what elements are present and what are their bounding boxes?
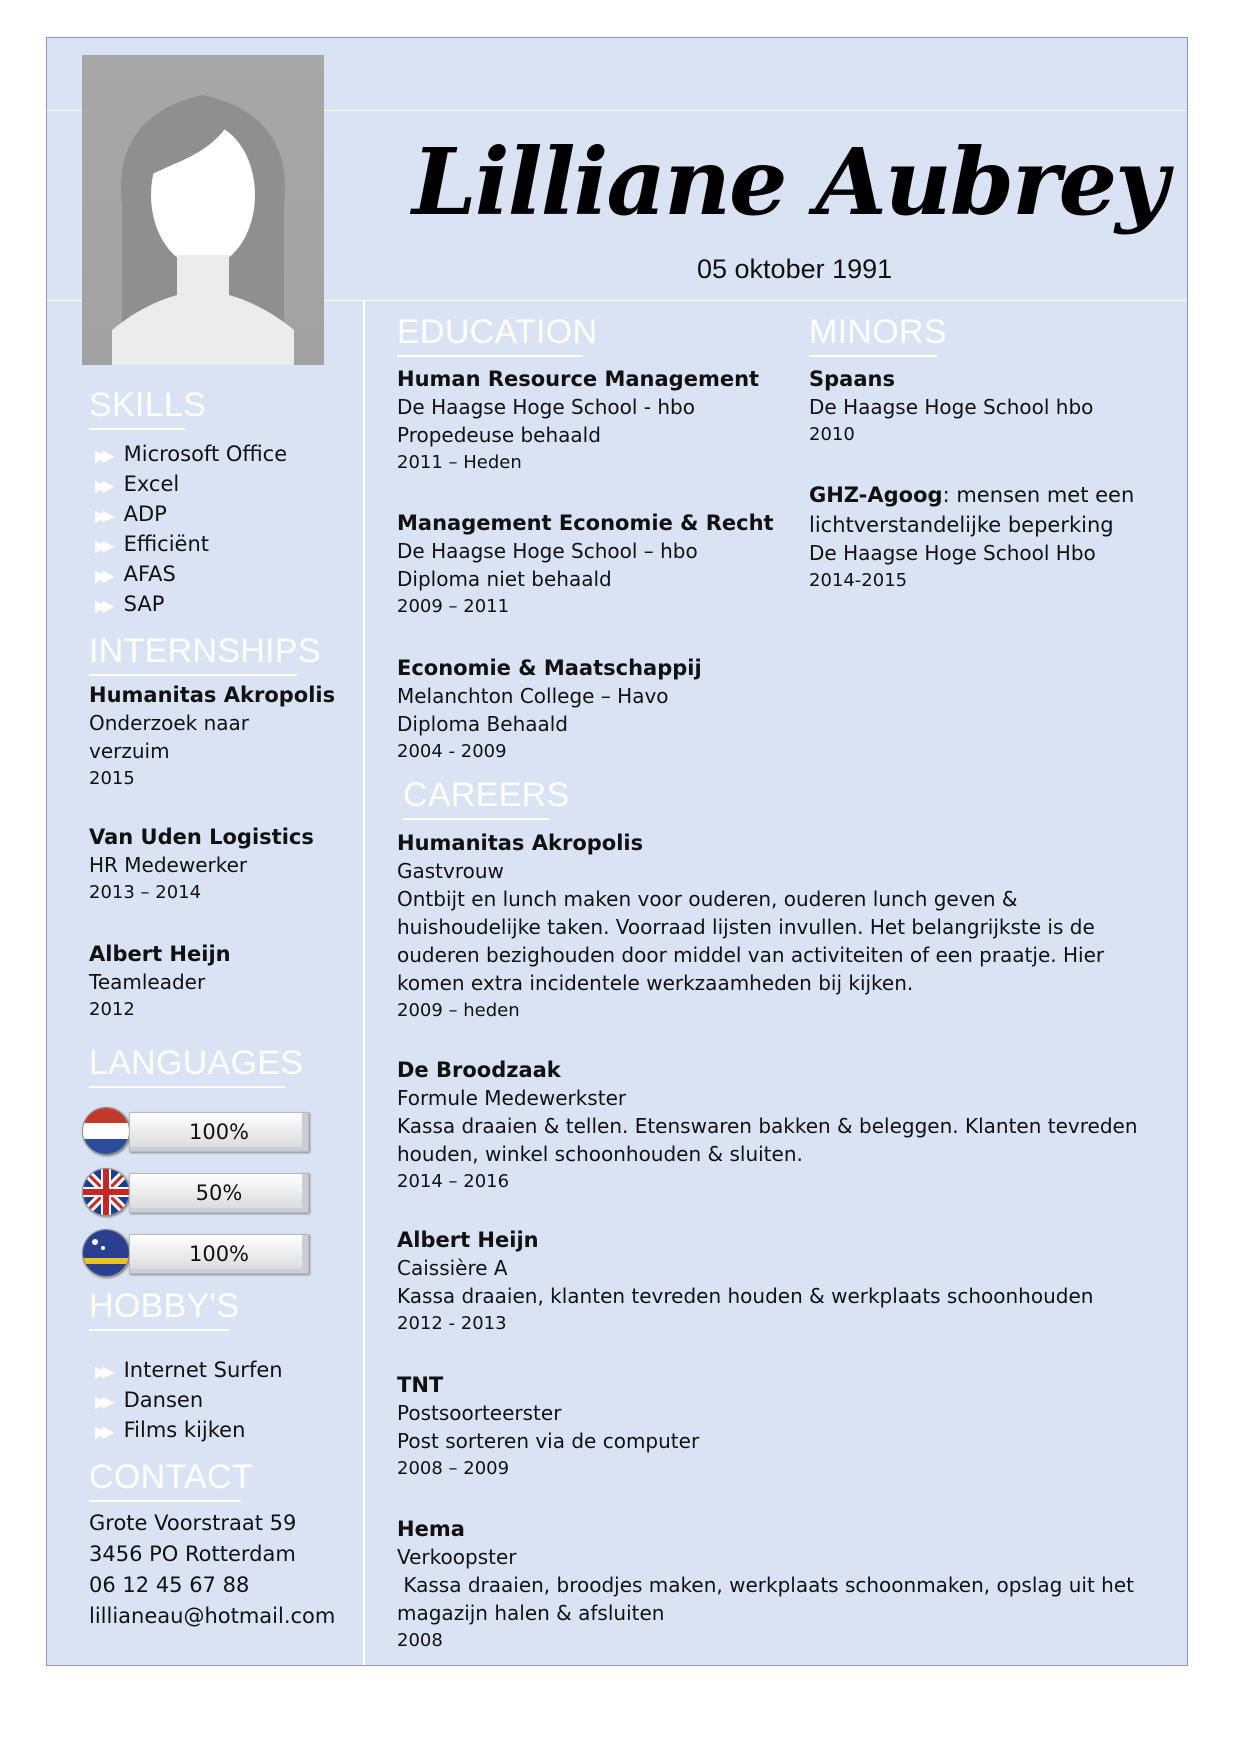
career-description: Post sorteren via de computer — [397, 1429, 700, 1453]
candidate-name: Lilliane Aubrey — [412, 128, 1167, 236]
education-school: Melanchton College – Havo — [397, 684, 669, 708]
profile-photo — [82, 55, 324, 365]
hobbies-heading: HOBBY'S — [89, 1287, 229, 1331]
contact-phone: 06 12 45 67 88 — [89, 1573, 250, 1597]
education-school: De Haagse Hoge School – hbo — [397, 539, 698, 563]
internship-period: 2015 — [89, 768, 135, 789]
double-chevron-icon: ▶▶ — [95, 506, 110, 525]
education-name: Management Economie & Recht — [397, 511, 774, 535]
minor-name: Spaans — [809, 367, 895, 391]
hobby-item: ▶▶ Dansen — [95, 1388, 204, 1412]
minor-period: 2014-2015 — [809, 570, 908, 591]
double-chevron-icon: ▶▶ — [95, 1362, 110, 1381]
career-company: Humanitas Akropolis — [397, 831, 644, 855]
internship-role: verzuim — [89, 739, 170, 763]
education-name: Human Resource Management — [397, 367, 760, 391]
career-company: TNT — [397, 1373, 444, 1397]
contact-heading: CONTACT — [89, 1458, 241, 1502]
double-chevron-icon: ▶▶ — [95, 476, 110, 495]
skill-item: ▶▶ ADP — [95, 502, 167, 526]
education-period: 2011 – Heden — [397, 452, 522, 473]
internship-org: Van Uden Logistics — [89, 825, 314, 849]
career-role: Gastvrouw — [397, 859, 504, 883]
minor-name-line: GHZ-Agoog: mensen met een — [809, 483, 1135, 507]
education-status: Diploma Behaald — [397, 712, 569, 736]
language-level-bar: 100% — [129, 1234, 309, 1274]
career-description: Kassa draaien & tellen. Etenswaren bakken & beleggen. Klanten tevreden houden, winkel schoonhouden & sluiten. — [397, 1114, 1138, 1166]
double-chevron-icon: ▶▶ — [95, 1422, 110, 1441]
career-description: Ontbijt en lunch maken voor ouderen, ouderen lunch geven & huishoudelijke taken. Voorraad lijsten invullen. Het belangrijkste is de ouderen bezighouden door middel van activiteiten of een praatje. Hier komen extra incidentele werkzaamheden bij kijken. — [397, 887, 1105, 995]
uk-flag-icon — [82, 1168, 130, 1216]
career-description: Kassa draaien, klanten tevreden houden & werkplaats schoonhouden — [397, 1284, 1094, 1308]
career-role: Verkoopster — [397, 1545, 517, 1569]
internship-role: HR Medewerker — [89, 853, 248, 877]
languages-heading: LANGUAGES — [89, 1044, 285, 1088]
minor-description: lichtverstandelijke beperking — [809, 513, 1114, 537]
double-chevron-icon: ▶▶ — [95, 446, 110, 465]
education-status: Propedeuse behaald — [397, 423, 601, 447]
internship-role: Teamleader — [89, 970, 206, 994]
internship-period: 2013 – 2014 — [89, 882, 202, 903]
skill-item: ▶▶ AFAS — [95, 562, 176, 586]
education-school: De Haagse Hoge School - hbo — [397, 395, 695, 419]
career-description: Kassa draaien, broodjes maken, werkplaats schoonmaken, opslag uit het magazijn halen & afsluiten — [397, 1573, 1141, 1625]
career-company: Hema — [397, 1517, 465, 1541]
internship-org: Humanitas Akropolis — [89, 683, 336, 707]
double-chevron-icon: ▶▶ — [95, 1392, 110, 1411]
skills-heading: SKILLS — [89, 386, 185, 430]
career-role: Formule Medewerkster — [397, 1086, 627, 1110]
education-period: 2004 - 2009 — [397, 741, 507, 762]
minor-school: De Haagse Hoge School Hbo — [809, 541, 1096, 565]
career-company: Albert Heijn — [397, 1228, 539, 1252]
minor-period: 2010 — [809, 424, 855, 445]
career-company: De Broodzaak — [397, 1058, 561, 1082]
career-role: Postsoorteerster — [397, 1401, 562, 1425]
minor-school: De Haagse Hoge School hbo — [809, 395, 1094, 419]
career-role: Caissière A — [397, 1256, 508, 1280]
netherlands-flag-icon — [82, 1107, 130, 1155]
career-period: 2009 – heden — [397, 1000, 520, 1021]
hobby-item: ▶▶ Internet Surfen — [95, 1358, 283, 1382]
contact-city: 3456 PO Rotterdam — [89, 1542, 296, 1566]
internship-period: 2012 — [89, 999, 135, 1020]
internships-heading: INTERNSHIPS — [89, 632, 297, 676]
career-period: 2008 — [397, 1630, 443, 1651]
skill-item: ▶▶ Microsoft Office — [95, 442, 288, 466]
skill-item: ▶▶ SAP — [95, 592, 165, 616]
double-chevron-icon: ▶▶ — [95, 596, 110, 615]
double-chevron-icon: ▶▶ — [95, 566, 110, 585]
careers-heading: CAREERS — [403, 776, 549, 820]
language-level-bar: 50% — [129, 1173, 309, 1213]
avatar-silhouette-icon — [82, 55, 324, 365]
contact-street: Grote Voorstraat 59 — [89, 1511, 297, 1535]
education-name: Economie & Maatschappij — [397, 656, 702, 680]
education-status: Diploma niet behaald — [397, 567, 612, 591]
language-level-bar: 100% — [129, 1112, 309, 1152]
internship-org: Albert Heijn — [89, 942, 231, 966]
curacao-flag-icon — [82, 1229, 130, 1277]
skill-item: ▶▶ Excel — [95, 472, 180, 496]
column-divider — [363, 300, 365, 1665]
contact-email[interactable]: lillianeau@hotmail.com — [89, 1604, 336, 1628]
resume-page — [46, 37, 1188, 1666]
birthdate: 05 oktober 1991 — [697, 254, 893, 284]
education-heading: EDUCATION — [397, 313, 583, 357]
skill-item: ▶▶ Efficiënt — [95, 532, 210, 556]
career-period: 2014 – 2016 — [397, 1171, 510, 1192]
career-period: 2008 – 2009 — [397, 1458, 510, 1479]
career-period: 2012 - 2013 — [397, 1313, 507, 1334]
minors-heading: MINORS — [809, 313, 937, 357]
education-period: 2009 – 2011 — [397, 596, 510, 617]
hobby-item: ▶▶ Films kijken — [95, 1418, 246, 1442]
double-chevron-icon: ▶▶ — [95, 536, 110, 555]
internship-role: Onderzoek naar — [89, 711, 250, 735]
